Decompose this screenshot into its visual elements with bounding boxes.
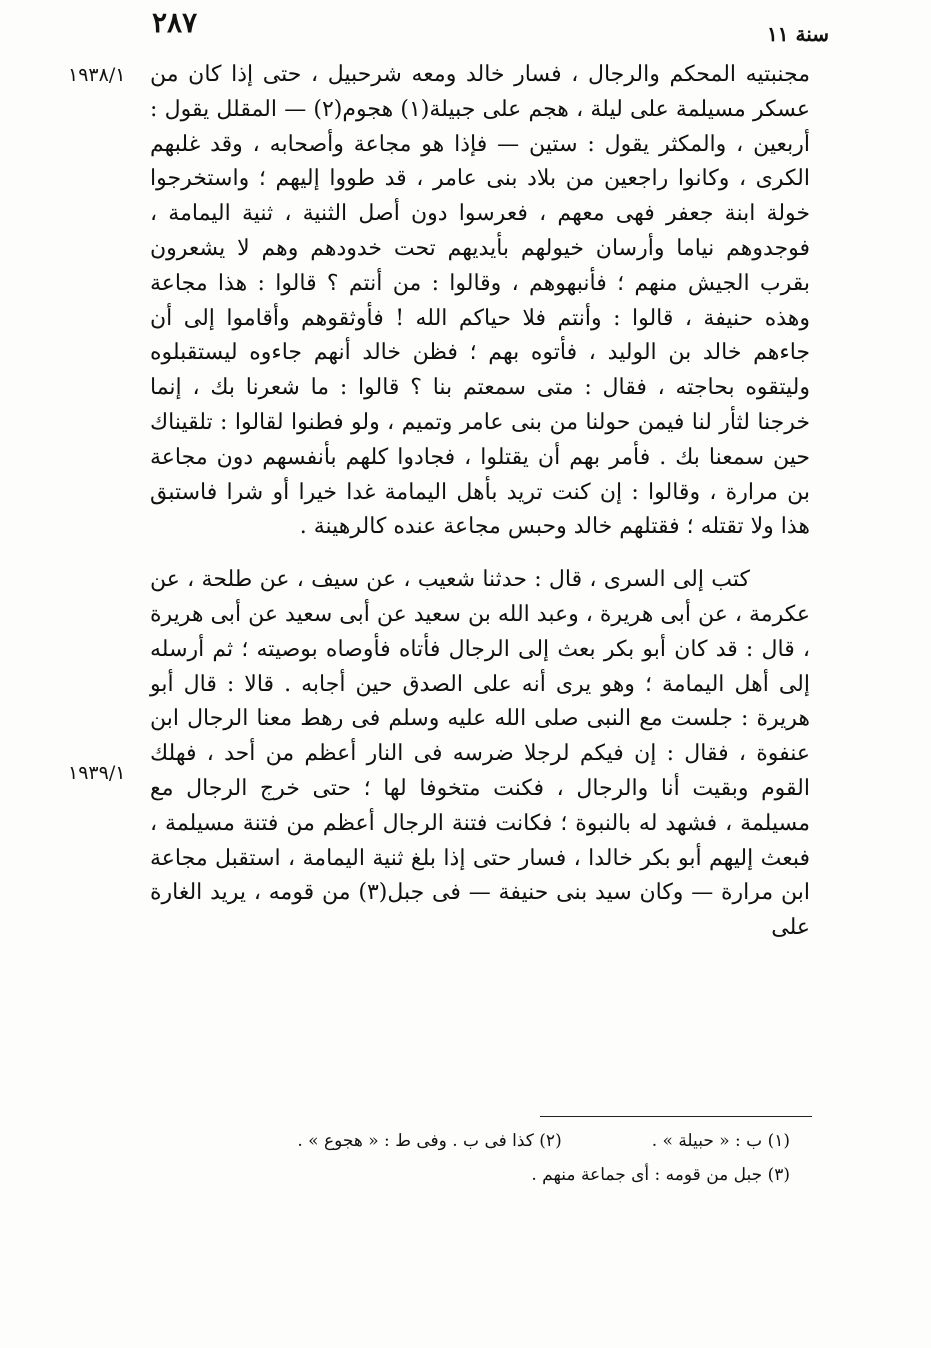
paragraph: كتب إلى السرى ، قال : حدثنا شعيب ، عن سيف ، عن طلحة ، عن عكرمة ، عن أبى هريرة ، وعبد الله بن سعيد عن أبى سعيد عن أبى هريرة ، قال : قد كان أبو بكر بعث إلى الرجال فأتاه فأوصاه بوصيته ؛ ثم أرسله إلى أهل اليمامة ؛ وهو يرى أنه على الصدق حين أجابه . قالا : قال أبو هريرة : جلست مع النبى صلى الله عليه وسلم فى رهط معنا الرجال ابن عنفوة ، فقال : إن فيكم لرجلا ضرسه فى النار أعظم من أحد ، فهلك القوم وبقيت أنا والرجال ، فكنت متخوفا لها ؛ حتى خرج الرجال مع مسيلمة ، فشهد له بالنبوة ؛ فكانت فتنة الرجال أعظم من فتنة مسيلمة ، فبعث إليهم أبو بكر خالدا ، فسار حتى إذا بلغ ثنية اليمامة ، استقبل مجاعة ابن مرارة — وكان سيد بنى حنيفة — فى جبل(٣) من قومه ، يريد الغارة على: [150, 567, 811, 941]
margin-reference-2: ١٩٣٩/١: [68, 762, 126, 784]
page-number: ٢٨٧: [152, 6, 198, 39]
paragraph: مجنبتيه المحكم والرجال ، فسار خالد ومعه شرحبيل ، حتى إذا كان من عسكر مسيلمة على ليلة ، هجم على جبيلة(١) هجوم(٢) — المقلل يقول : أربعين ، والمكثر يقول : ستين — فإذا هو مجاعة وأصحابه ، وقد غلبهم الكرى ، وكانوا راجعين من بلاد بنى عامر ، قد طووا إليهم ؛ واستخرجوا خولة ابنة جعفر فهى معهم ، فعرسوا دون أصل الثنية ، ثنية اليمامة ، فوجدوهم نياما وأرسان خيولهم بأيديهم تحت خدودهم وهم لا يشعرون بقرب الجيش منهم ؛ فأنبهوهم ، وقالوا : من أنتم ؟ قالوا : هذا مجاعة وهذه حنيفة ، قالوا : وأنتم فلا حياكم الله ! فأوثقوهم وأقاموا إلى أن جاءهم خالد بن الوليد ، فأتوه بهم ؛ فظن خالد أنهم جاءوه ليستقبلوه وليتقوه بحاجته ، فقال : متى سمعتم بنا ؟ قالوا : ما شعرنا بك ، إنما خرجنا لثأر لنا فيمن حولنا من بنى عامر وتميم ، ولو فطنوا لقالوا : تلقيناك حين سمعنا بك . فأمر بهم أن يقتلوا ، فجادوا كلهم بأنفسهم دون مجاعة بن مرارة ، وقالوا : إن كنت تريد بأهل اليمامة غدا خيرا أو شرا فاستبق هذا ولا تقتله ؛ فقتلهم خالد وحبس مجاعة عنده كالرهينة .: [150, 62, 811, 540]
year-heading: سنة ١١: [767, 22, 829, 46]
footnote-1: (١) ب : « حبيلة » .: [651, 1131, 790, 1151]
main-text: [150, 58, 810, 946]
margin-reference-1: ١٩٣٨/١: [68, 64, 126, 86]
footnote-row: [150, 1124, 790, 1158]
footnote-divider: [540, 1116, 812, 1117]
footnote-2: (٢) كذا فى ب . وفى ط : « هجوع » .: [297, 1131, 562, 1151]
footnote-row: [150, 1158, 790, 1192]
footnote-3: (٣) جبل من قومه : أى جماعة منهم .: [531, 1165, 790, 1185]
footnotes: [150, 1124, 790, 1192]
